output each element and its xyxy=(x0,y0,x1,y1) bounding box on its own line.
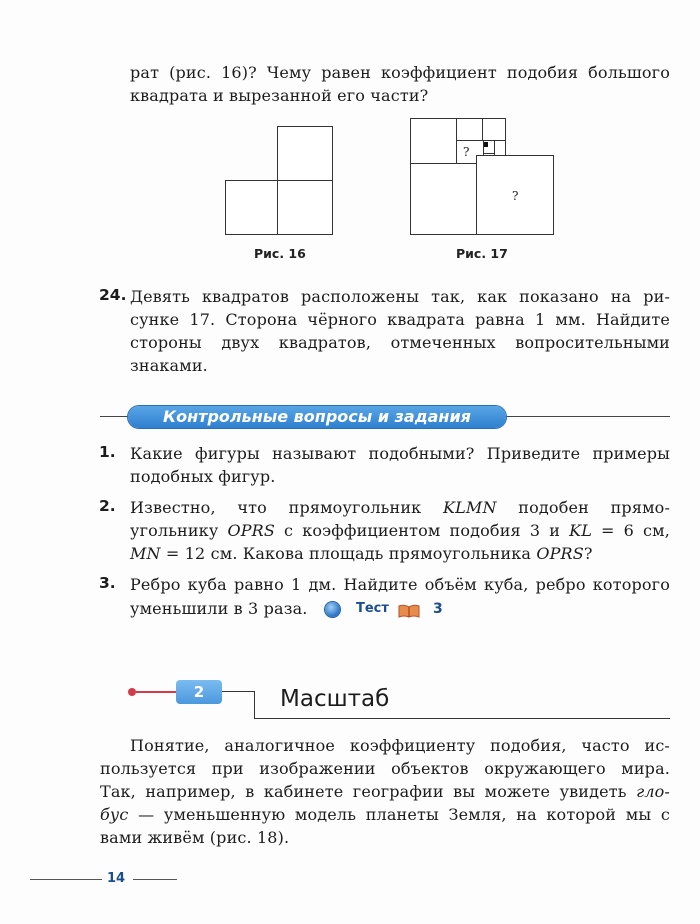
task24-line-3: стороны двух квадратов, отмеченных вопросительными xyxy=(130,333,670,352)
fig16-caption: Рис. 16 xyxy=(254,246,306,261)
body-text: — уменьшенную модель планеты Земля, на которой мы с xyxy=(128,805,670,824)
test-link[interactable]: Тест xyxy=(356,601,389,616)
page-number: 14 xyxy=(107,871,126,886)
q2-text: угольнику xyxy=(130,521,228,540)
section-number-chip: 2 xyxy=(176,680,222,704)
q2-number: 2. xyxy=(99,497,116,515)
open-book-icon xyxy=(398,603,420,617)
q2-var-oprs-2: OPRS xyxy=(536,544,584,563)
intro-line-2: квадрата и вырезанной его части? xyxy=(130,86,429,105)
fig17-small-square-b xyxy=(482,118,506,142)
q2-var-oprs: OPRS xyxy=(227,521,275,540)
fig16-bottom-right-square xyxy=(277,180,333,235)
section-rule-top xyxy=(222,691,254,692)
figure-16 xyxy=(225,126,333,234)
q2-text: = 6 см, xyxy=(591,521,670,540)
body-line-5: вами живём (рис. 18). xyxy=(100,828,290,847)
q2-var-mn: MN xyxy=(130,544,161,563)
globe-icon[interactable] xyxy=(325,602,340,617)
q3-number: 3. xyxy=(99,574,116,592)
figure-17 xyxy=(410,118,554,234)
q2-line-1 xyxy=(130,497,670,519)
q2-var-kl: KL xyxy=(569,521,592,540)
test-number: 3 xyxy=(433,601,443,617)
body-line-1: Понятие, аналогичное коэффициенту подобия, часто ис- xyxy=(130,736,670,755)
task24-number: 24. xyxy=(99,286,127,304)
body-italic: бус xyxy=(100,805,129,824)
q3-line-1: Ребро куба равно 1 дм. Найдите объём куба, ребро которого xyxy=(130,575,670,594)
fig17-question-mark-large: ? xyxy=(512,189,519,203)
intro-line-1: рат (рис. 16)? Чему равен коэффициент подобия большого xyxy=(130,63,670,82)
q2-text: ? xyxy=(583,544,593,563)
body-line-3 xyxy=(100,781,670,803)
q2-text: с коэффициентом подобия 3 и xyxy=(274,521,570,540)
task24-line-1: Девять квадратов расположены так, как показано на ри- xyxy=(130,287,670,306)
banner-rule-right xyxy=(505,416,670,417)
footer-rule-right xyxy=(133,879,177,880)
fig17-small-square-a xyxy=(456,118,484,142)
section-title: Масштаб xyxy=(280,686,390,712)
q3-line-2: уменьшили в 3 раза. xyxy=(130,599,308,618)
body-line-4 xyxy=(100,804,670,826)
body-line-2: пользуется при изображении объектов окружающего мира. xyxy=(100,759,670,778)
q2-text: подобен прямо- xyxy=(496,498,671,517)
section-red-dot xyxy=(128,688,136,696)
q2-text: Известно, что прямоугольник xyxy=(130,498,444,517)
task24-line-2: сунке 17. Сторона чёрного квадрата равна 1 мм. Найдите xyxy=(130,310,670,329)
section-rule-bottom xyxy=(254,718,670,719)
task24-line-4: знаками. xyxy=(130,356,208,375)
control-questions-banner: Контрольные вопросы и задания xyxy=(128,406,506,428)
body-text: Так, например, в кабинете географии вы можете увидеть xyxy=(100,782,637,801)
fig17-bottom-left-square xyxy=(410,163,478,235)
fig17-question-mark-small: ? xyxy=(463,145,470,159)
fig16-top-square xyxy=(277,126,333,182)
q1-line-2: подобных фигур. xyxy=(130,467,276,486)
q1-number: 1. xyxy=(99,443,116,461)
footer-rule-left xyxy=(30,879,102,880)
q2-line-3 xyxy=(130,543,593,565)
fig17-caption: Рис. 17 xyxy=(456,246,508,261)
section-rule-vertical xyxy=(254,691,255,719)
body-italic: гло- xyxy=(636,782,670,801)
fig16-bottom-left-square xyxy=(225,180,279,235)
section-red-line xyxy=(136,691,178,693)
q2-text: = 12 см. Какова площадь прямоугольника xyxy=(160,544,537,563)
q1-line-1: Какие фигуры называют подобными? Приведите примеры xyxy=(130,444,670,463)
fig17-top-left-square xyxy=(410,118,458,165)
q2-line-2 xyxy=(130,520,670,542)
q2-var-klmn: KLMN xyxy=(443,498,497,517)
